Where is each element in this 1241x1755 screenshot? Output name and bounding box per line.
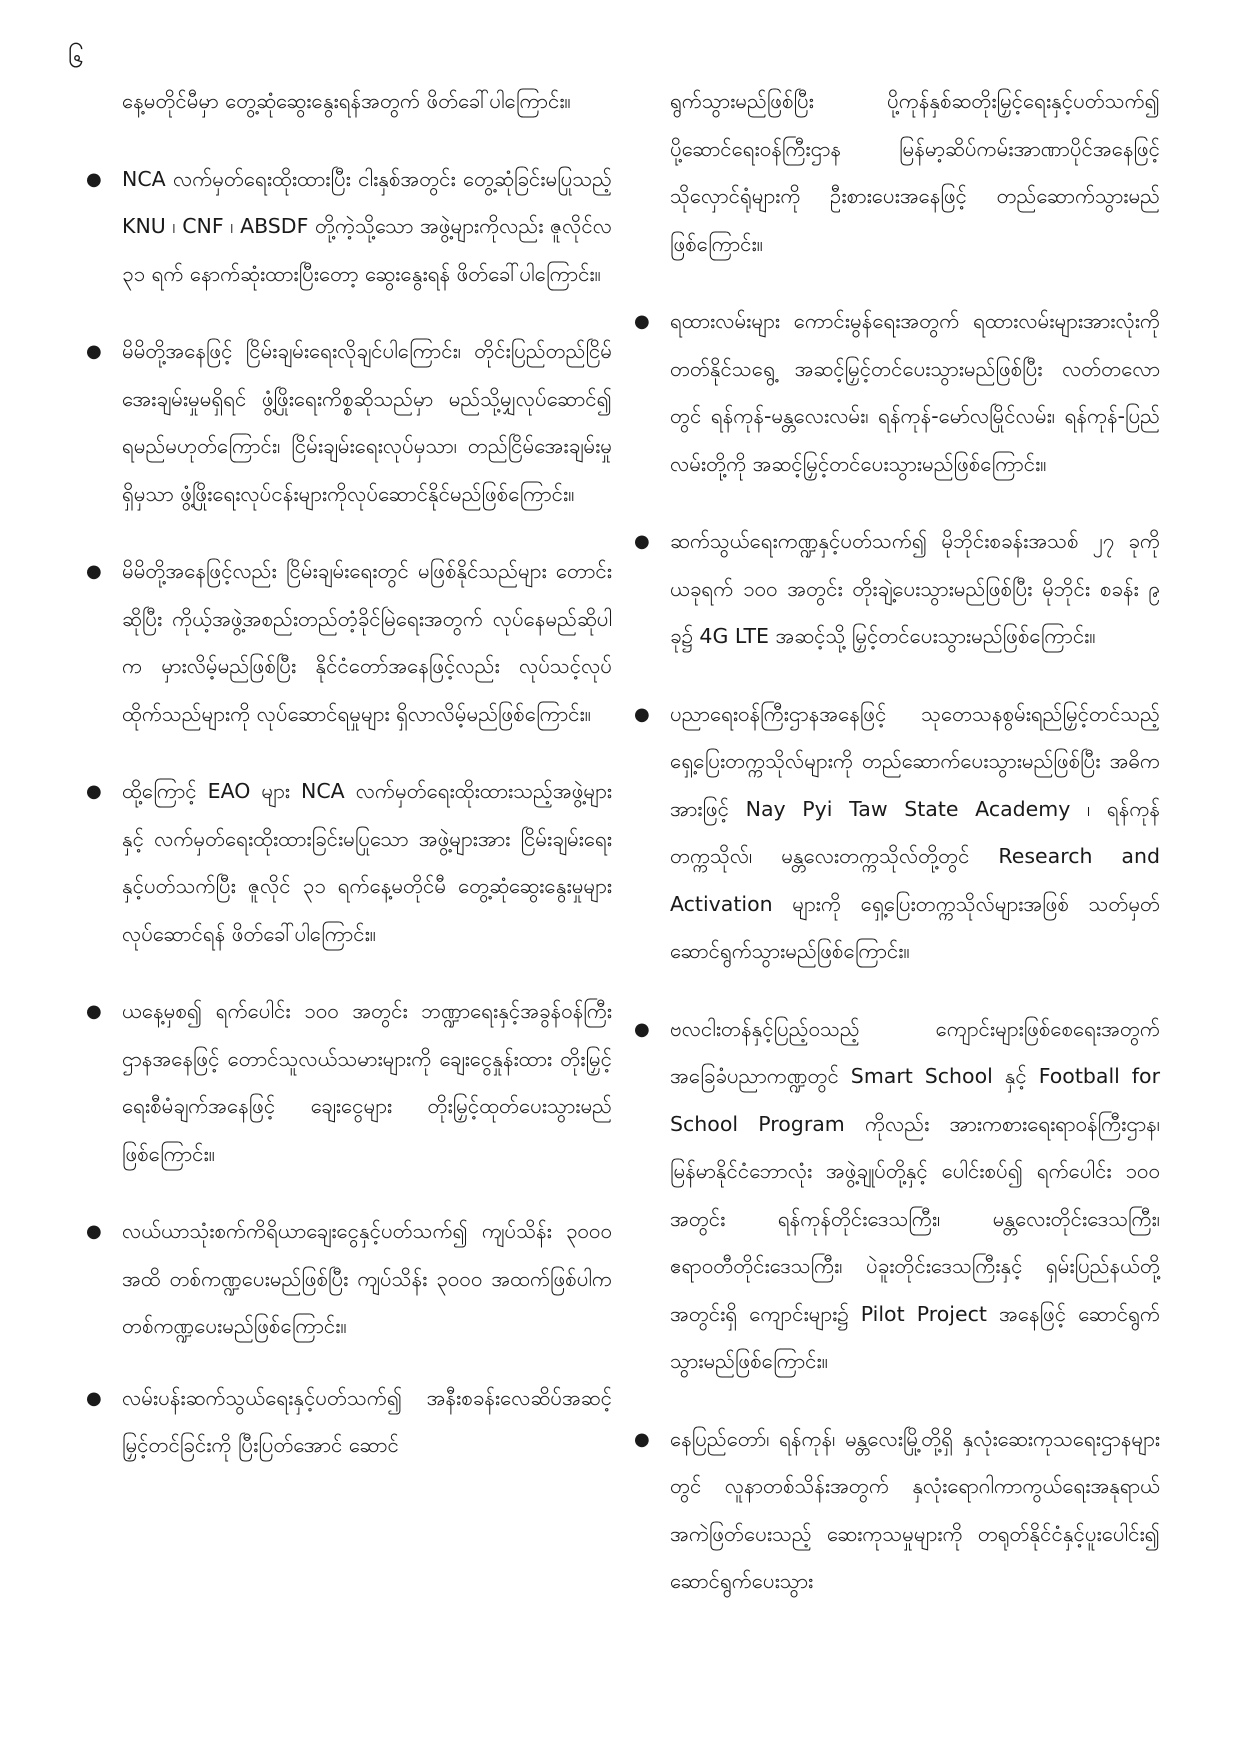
bullet-icon: ● [86, 1221, 102, 1242]
list-item: ● ရထားလမ်းများ ကောင်းမွန်ရေးအတွက် ရထားလမ်းများအားလုံးကို တတ်နိုင်သရွေ့ အဆင့်မြှင့်တင်ပေးသွားမည်ဖြစ်ပြီး လတ်တလောတွင် ရန်ကုန်-မန္တလေးလမ်း၊ ရန်ကုန်-မော်လမြိုင်လမ်း၊ ရန်ကုန်-ပြည်လမ်းတို့ကို အဆင့်မြှင့်တင်ပေးသွားမည်ဖြစ်ကြောင်း။ [640, 298, 1160, 488]
list-item: ● ဆက်သွယ်ရေးကဏ္ဍနှင့်ပတ်သက်၍ မိုဘိုင်းစခန်းအသစ် ၂၇ ခုကို ယခုရက် ၁၀၀ အတွင်း တိုးချဲ့ပေးသွားမည်ဖြစ်ပြီး မိုဘိုင်း စခန်း ၉ ခု၌ 4G LTE အဆင့်သို့ မြှင့်တင်ပေးသွားမည်ဖြစ်ကြောင်း။ [640, 518, 1160, 661]
bullet-icon: ● [86, 168, 102, 190]
bullet-icon: ● [86, 781, 102, 802]
list-item: ● ထို့ကြောင့် EAO များ NCA လက်မှတ်ရေးထိုးထားသည့်အဖွဲ့များနှင့် လက်မှတ်ရေးထိုးထားခြင်းမပြုသော အဖွဲ့များအား ငြိမ်းချမ်းရေးနှင့်ပတ်သက်ပြီး ဇူလိုင် ၃၁ ရက်နေ့မတိုင်မီ တွေ့ဆုံဆွေးနွေးမှုများ လုပ်ဆောင်ရန် ဖိတ်ခေါ်ပါကြောင်း။ [92, 768, 612, 958]
list-item: ● လယ်ယာသုံးစက်ကိရိယာချေးငွေနှင့်ပတ်သက်၍ ကျပ်သိန်း ၃၀၀၀ အထိ တစ်ကဏ္ဍပေးမည်ဖြစ်ပြီး ကျပ်သိန်း ၃၀၀၀ အထက်ဖြစ်ပါက တစ်ကဏ္ဍပေးမည်ဖြစ်ကြောင်း။ [92, 1208, 612, 1351]
list-item: ● NCA လက်မှတ်ရေးထိုးထားပြီး ငါးနှစ်အတွင်း တွေ့ဆုံခြင်းမပြုသည့် KNU ၊ CNF ၊ ABSDF တို့ကဲ့သို့သော အဖွဲ့များကိုလည်း ဇူလိုင်လ ၃၁ ရက် နောက်ဆုံးထားပြီးတော့ ဆွေးနွေးရန် ဖိတ်ခေါ်ပါကြောင်း။ [92, 156, 612, 299]
bullet-icon: ● [86, 1001, 102, 1022]
list-item: ● ယနေ့မှစ၍ ရက်ပေါင်း ၁၀၀ အတွင်း ဘဏ္ဍာရေးနှင့်အခွန်ဝန်ကြီးဌာနအနေဖြင့် တောင်သူလယ်သမားများကို ချေးငွေနှုန်းထား တိုးမြှင့်ရေးစီမံချက်အနေဖြင့် ချေးငွေများ တိုးမြှင့်ထုတ်ပေးသွားမည်ဖြစ်ကြောင်း။ [92, 988, 612, 1178]
list-item: ● မိမိတို့အနေဖြင့်လည်း ငြိမ်းချမ်းရေးတွင် မဖြစ်နိုင်သည်များ တောင်းဆိုပြီး ကိုယ့်အဖွဲ့အစည်းတည်တံ့ခိုင်မြဲရေးအတွက် လုပ်နေမည်ဆိုပါက မှားလိမ့်မည်ဖြစ်ပြီး နိုင်ငံတော်အနေဖြင့်လည်း လုပ်သင့်လုပ်ထိုက်သည်များကို လုပ်ဆောင်ရမှုများ ရှိလာလိမ့်မည်ဖြစ်ကြောင်း။ [92, 548, 612, 738]
list-item: ● မိမိတို့အနေဖြင့် ငြိမ်းချမ်းရေးလိုချင်ပါကြောင်း၊ တိုင်းပြည်တည်ငြိမ်အေးချမ်းမှုမရှိရင် ဖွံ့ဖြိုးရေးကိစ္စဆိုသည်မှာ မည်သို့မျှလုပ်ဆောင်၍ ရမည်မဟုတ်ကြောင်း၊ ငြိမ်းချမ်းရေးလုပ်မှသာ၊ တည်ငြိမ်အေးချမ်းမှုရှိမှသာ ဖွံ့ဖြိုးရေးလုပ်ငန်းများကိုလုပ်ဆောင်နိုင်မည်ဖြစ်ကြောင်း။ [92, 328, 612, 518]
list-item: ● လမ်းပန်းဆက်သွယ်ရေးနှင့်ပတ်သက်၍ အနီးစခန်းလေဆိပ်အဆင့်မြှင့်တင်ခြင်းကို ပြီးပြတ်အောင် ဆောင် [92, 1375, 612, 1470]
page-number: ၆ [68, 41, 84, 74]
left-column [86, 78, 612, 1500]
bullet-icon: ● [634, 311, 650, 332]
bullet-icon: ● [86, 341, 102, 362]
bullet-icon: ● [634, 1018, 650, 1040]
bullet-icon: ● [634, 703, 650, 725]
left-lead-paragraph: နေ့မတိုင်မီမှာ တွေ့ဆုံဆွေးနွေးရန်အတွက် ဖိတ်ခေါ်ပါကြောင်း။ [122, 89, 571, 113]
bullet-icon: ● [634, 1428, 650, 1450]
list-item: ● ဗလငါးတန်နှင့်ပြည့်ဝသည့် ကျောင်းများဖြစ်စေရေးအတွက် အခြေခံပညာကဏ္ဍတွင် Smart School နှင့် Football for School Program ကိုလည်း အားကစားရေးရာဝန်ကြီးဌာန၊ မြန်မာနိုင်ငံဘောလုံး အဖွဲ့ချုပ်တို့နှင့် ပေါင်းစပ်၍ ရက်ပေါင်း ၁၀၀ အတွင်း ရန်ကုန်တိုင်းဒေသကြီး၊ မန္တလေးတိုင်းဒေသကြီး၊ ဧရာဝတီတိုင်းဒေသကြီး၊ ပဲခူးတိုင်းဒေသကြီးနှင့် ရှမ်းပြည်နယ်တို့အတွင်းရှိ ကျောင်းများ၌ Pilot Project အနေဖြင့် ဆောင်ရွက်သွားမည်ဖြစ်ကြောင်း။ [640, 1006, 1160, 1386]
right-column [634, 78, 1160, 1636]
bullet-icon: ● [86, 1387, 102, 1409]
list-item: ● နေပြည်တော်၊ ရန်ကုန်၊ မန္တလေးမြို့တို့ရှိ နှလုံးဆေးကုသရေးဌာနများတွင် လူနာတစ်သိန်းအတွက် နှလုံးရောဂါကာကွယ်ရေးအနုရာယ်အကဲဖြတ်ပေးသည့် ဆေးကုသမှုများကို တရုတ်နိုင်ငံနှင့်ပူးပေါင်း၍ ဆောင်ရွက်ပေးသွား [640, 1416, 1160, 1606]
bullet-icon: ● [86, 561, 102, 582]
list-item: ● ပညာရေးဝန်ကြီးဌာနအနေဖြင့် သုတေသနစွမ်းရည်မြှင့်တင်သည့် ရှေ့ပြေးတက္ကသိုလ်များကို တည်ဆောက်ပေးသွားမည်ဖြစ်ပြီး အဓိကအားဖြင့် Nay Pyi Taw State Academy ၊ ရန်ကုန်တက္ကသိုလ်၊ မန္တလေးတက္ကသိုလ်တို့တွင် Research and Activation များကို ရှေ့ပြေးတက္ကသိုလ်များအဖြစ် သတ်မှတ်ဆောင်ရွက်သွားမည်ဖြစ်ကြောင်း။ [640, 691, 1160, 976]
right-lead-paragraph: ရွက်သွားမည်ဖြစ်ပြီး ပို့ကုန်နှစ်ဆတိုးမြှင့်ရေးနှင့်ပတ်သက်၍ ပို့ဆောင်ရေးဝန်ကြီးဌာန မြန်မာ့ဆိပ်ကမ်းအာဏာပိုင်အနေဖြင့် သိုလှောင်ရုံများကို ဦးစားပေးအနေဖြင့် တည်ဆောက်သွားမည်ဖြစ်ကြောင်း။ [670, 89, 1160, 256]
bullet-icon: ● [634, 531, 650, 552]
